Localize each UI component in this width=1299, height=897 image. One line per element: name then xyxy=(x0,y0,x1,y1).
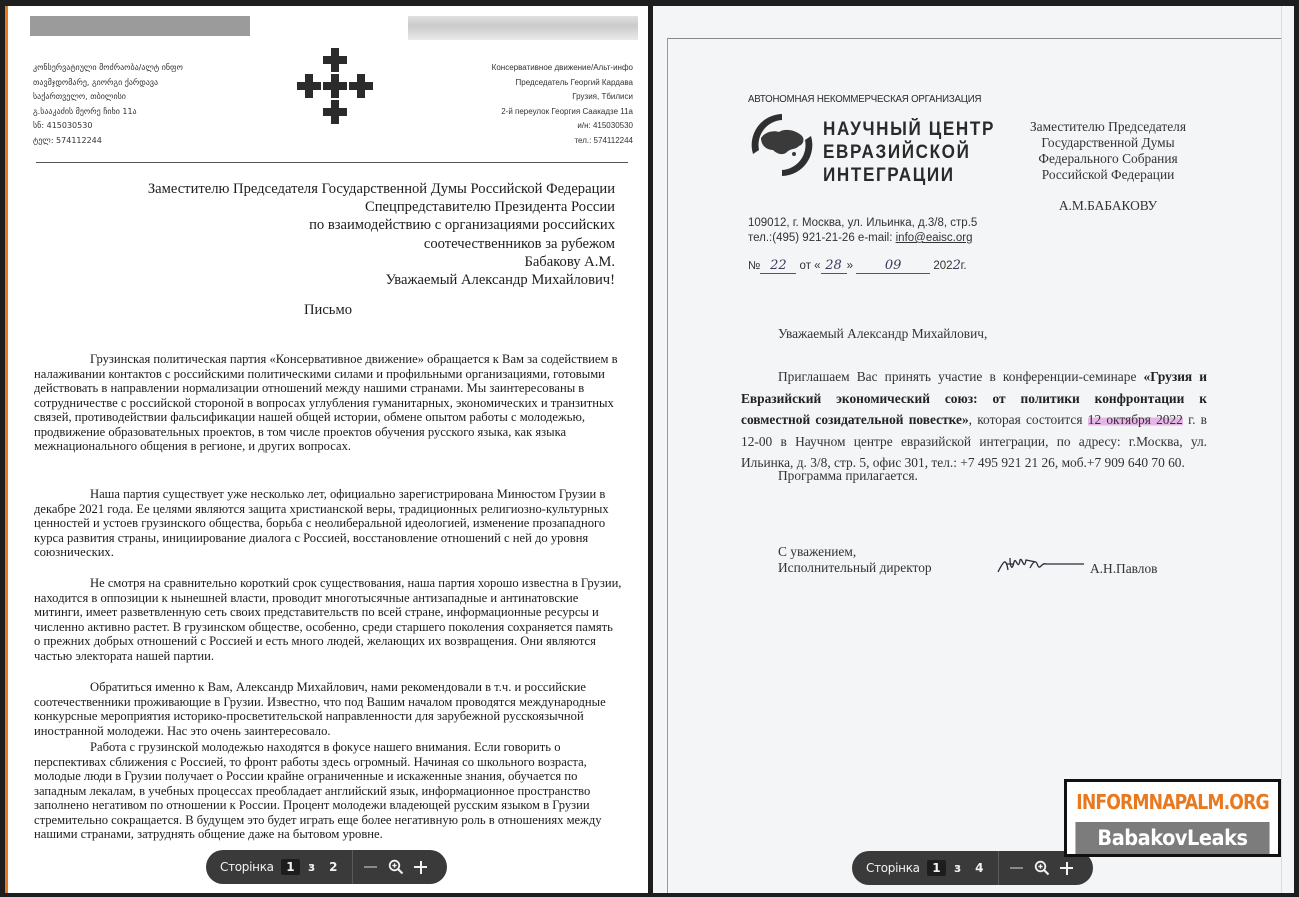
org-type-label: АВТОНОМНАЯ НЕКОММЕРЧЕСКАЯ ОРГАНИЗАЦИЯ xyxy=(748,93,982,105)
zoom-fit-button[interactable] xyxy=(383,850,408,884)
scan-artifact-bar xyxy=(30,16,250,36)
org-name-line: НАУЧНЫЙ ЦЕНТР xyxy=(823,119,995,140)
org-phone: тел.:(495) 921-21-26 e-mail: xyxy=(748,232,896,244)
org-name-line: ИНТЕГРАЦИИ xyxy=(823,165,955,186)
zoom-in-button[interactable] xyxy=(408,850,433,884)
date-from-label: от « xyxy=(799,260,821,272)
email-link[interactable]: info@eaisc.org xyxy=(895,232,973,244)
zoom-out-button[interactable] xyxy=(1004,851,1029,885)
addressee-block xyxy=(148,180,615,289)
body-paragraph: Обратиться именно к Вам, Александр Михайлович, нами рекомендовали в т.ч. и российские соотечественники проживающие в Грузии. Известно, что под Вашим началом проводятся международные конкурсные мероприятия историко-просветительской направленности для зарубежной русскоязычной иностранной молодежи. Нас это очень заинтересовало. xyxy=(34,680,606,738)
signer-name: А.Н.Павлов xyxy=(1090,561,1158,576)
zoom-fit-button[interactable] xyxy=(1029,851,1054,885)
total-pages: 2 xyxy=(329,860,338,874)
body-paragraph: Не смотря на сравнительно короткий срок существования, наша партия хорошо известна в Грузии, находится в оппозиции к нынешней власти, проводит многотысячные антизападные и антинатовские митинги, имеет разветвленную сеть своих представительств по всей стране, информационные ресурсы и численно активно растет. В грузинском обществе, особенно, среди старшего поколения сохраняется память о прежних добрых отношений с Россией и есть много людей, желающих их возвращения. Они являются частью электората нашей партии. xyxy=(34,576,622,663)
current-page-input[interactable]: 1 xyxy=(281,859,300,875)
watermark-site: INFORMNAPALM.ORG xyxy=(1076,790,1269,814)
left-document-page xyxy=(5,6,648,893)
toolbar-divider xyxy=(352,850,353,884)
invitation-body xyxy=(741,366,1207,474)
addressee-block xyxy=(1013,119,1203,214)
minus-icon xyxy=(1010,867,1023,869)
handwritten-day: 28 xyxy=(821,258,847,274)
closing-line: С уважением, xyxy=(778,544,857,559)
scan-frame-line xyxy=(1281,6,1282,893)
addressee-line: Заместителю Председателя Государственной Думы Российской Федерации xyxy=(147,181,615,197)
letterhead-georgian xyxy=(33,61,183,148)
zoom-out-button[interactable] xyxy=(358,850,383,884)
letterhead-russian xyxy=(492,61,633,148)
page-label: Сторінка xyxy=(220,860,274,874)
letterhead-line: Председатель Георгий Кардава xyxy=(515,77,633,87)
magnifier-plus-icon xyxy=(388,859,404,875)
informnapalm-watermark xyxy=(1064,779,1281,857)
body-text: Приглашаем Вас принять участие в конференции-семинаре xyxy=(778,369,1144,384)
letterhead-line: კონსერვატიული მოძრაობა/ალტ ინფო xyxy=(33,63,183,72)
five-crosses-icon xyxy=(297,48,373,126)
year-suffix: г. xyxy=(960,260,967,272)
year-prefix: 202 xyxy=(933,260,953,272)
scan-artifact-bar xyxy=(408,16,638,40)
addressee-line: Заместителю Председателя xyxy=(1029,119,1187,134)
letterhead-divider xyxy=(36,162,628,163)
letterhead-line: тел.: 574112244 xyxy=(574,135,633,145)
total-pages: 4 xyxy=(975,861,984,875)
page-of-label: з xyxy=(308,860,316,874)
addressee-line: Российской Федерации xyxy=(1041,167,1175,182)
body-paragraph: Наша партия существует уже несколько лет, официально зарегистрирована Минюстом Грузии в декабре 2021 года. Ее целями являются защита христианской веры, традиционных религиозно-культурных ценностей и устоев грузинского общества, борьба с неолиберальной идеологией, изменение прозападного курса развития страны, инициирование диалога с Россией, восстановление отношений с ней до уровня союзнических. xyxy=(34,487,609,559)
handwritten-number: 22 xyxy=(760,258,796,274)
addressee-name: А.М.БАБАКОВУ xyxy=(1058,198,1158,213)
letterhead-line: 2-й переулок Георгия Саакадзе 11а xyxy=(501,106,633,116)
letterhead-line: თავმჯდომარე, გიორგი ქარდავა xyxy=(33,77,159,87)
attachment-note: Программа прилагается. xyxy=(778,468,918,483)
page-label: Сторінка xyxy=(866,861,920,875)
org-contact xyxy=(748,216,977,246)
magnifier-plus-icon xyxy=(1034,860,1050,876)
org-name-line: ЕВРАЗИЙСКОЙ xyxy=(823,142,971,163)
salutation: Уважаемый Александр Михайлович! xyxy=(385,272,615,289)
org-phone-email xyxy=(748,231,977,246)
signer-title: Исполнительный директор xyxy=(778,560,932,575)
right-document-page xyxy=(653,6,1294,893)
scan-frame-line xyxy=(667,38,1281,39)
handwritten-month: 09 xyxy=(856,258,930,274)
letterhead-line: Грузия, Тбилиси xyxy=(572,92,633,101)
body-text: г. в 12-00 в Научном центре евразийской интеграции, по адресу: г.Москва, ул. Ильинка, д. 3/8, стр. 5, офис 301, тел.: +7 495 921 21 26, моб.+7 909 640 70 60. xyxy=(741,412,1207,470)
addressee-line: по взаимодействию с организациями российских xyxy=(309,217,615,234)
addressee-line: Спецпредставителю Президента России xyxy=(365,199,615,216)
letterhead-line: Консервативное движение/Альт-инфо xyxy=(491,63,633,72)
org-name xyxy=(823,118,995,187)
letterhead-line: ტელ: 574112244 xyxy=(33,135,102,145)
conference-title: «Грузия и Евразийский экономический союз: от политики конфронтации к совместной созидательной повестке» xyxy=(741,369,1207,427)
handwritten-signature-icon xyxy=(996,554,1086,576)
letterhead-line: სნ: 415030530 xyxy=(33,121,93,130)
letterhead-line: გ.სააკაძის მეორე ჩიხი 11ა xyxy=(33,106,137,116)
plus-icon xyxy=(414,861,427,874)
plus-icon xyxy=(1060,862,1073,875)
handwritten-year-digit: 2 xyxy=(952,258,961,273)
minus-icon xyxy=(364,866,377,868)
addressee-line: Федерального Собрания xyxy=(1038,151,1178,166)
addressee-line: Государственной Думы xyxy=(1041,135,1175,150)
number-sign: № xyxy=(748,260,761,272)
body-paragraph: Работа с грузинской молодежью находятся в фокусе нашего внимания. Если говорить о перспективах сближения с Россией, то фронт работы здесь огромный. Начиная со школьного возраста, молодые люди в Грузии получает о России крайне ограниченные и искаженные знания, обучается по западным лекалам, в учебных процессах преобладает английский язык, информационное пространство заполнено негативом по отношении к России. Процент молодежи владеющей русским языком в Грузии стремительно сокращается. В будущем это будет играть еще более негативную роль в отношениях между нашими странами, затруднять общение даже на бытовом уровне. xyxy=(34,740,602,841)
org-address: 109012, г. Москва, ул. Ильинка, д.3/8, стр.5 xyxy=(748,217,978,229)
page-navigation-toolbar xyxy=(206,850,447,884)
toolbar-divider xyxy=(998,851,999,885)
addressee-line: Бабакову А.М. xyxy=(524,253,615,270)
registration-number xyxy=(748,258,967,274)
letter-title: Письмо xyxy=(303,302,352,318)
date-quote: » xyxy=(846,260,853,272)
salutation: Уважаемый Александр Михайлович, xyxy=(778,326,988,341)
page-of-label: з xyxy=(954,861,962,875)
highlighted-date: 12 октября 2022 xyxy=(1087,412,1183,427)
eurasia-hands-globe-icon xyxy=(747,110,817,180)
watermark-tag: BabakovLeaks xyxy=(1075,822,1269,854)
body-paragraph: Грузинская политическая партия «Консервативное движение» обращается к Вам за содействием в налаживании контактов с российскими политическими силами и профильными организациями, готовыми действовать в направлении нормализации отношений между нашими странами. Мы заинтересованы в сотрудничестве с российской стороной в вопросах углубления гуманитарных, экономических и транзитных связей, противодействии фальсификации нашей общей истории, обмене опытом работы с молодежью, продвижение образовательных проектов, в том числе проектов обучения русского языка, как языка межнационального общения в регионе, и других вопросах. xyxy=(34,352,618,453)
closing-block xyxy=(778,544,932,576)
scan-frame-line xyxy=(667,38,668,893)
letterhead-line: საქართველო, თბილისი xyxy=(33,92,126,101)
page-navigation-toolbar xyxy=(852,851,1093,885)
addressee-line: соотечественников за рубежом xyxy=(423,235,615,252)
body-text: , которая состоится xyxy=(968,412,1088,427)
current-page-input[interactable]: 1 xyxy=(927,860,946,876)
letterhead-line: и/н: 415030530 xyxy=(577,121,633,130)
